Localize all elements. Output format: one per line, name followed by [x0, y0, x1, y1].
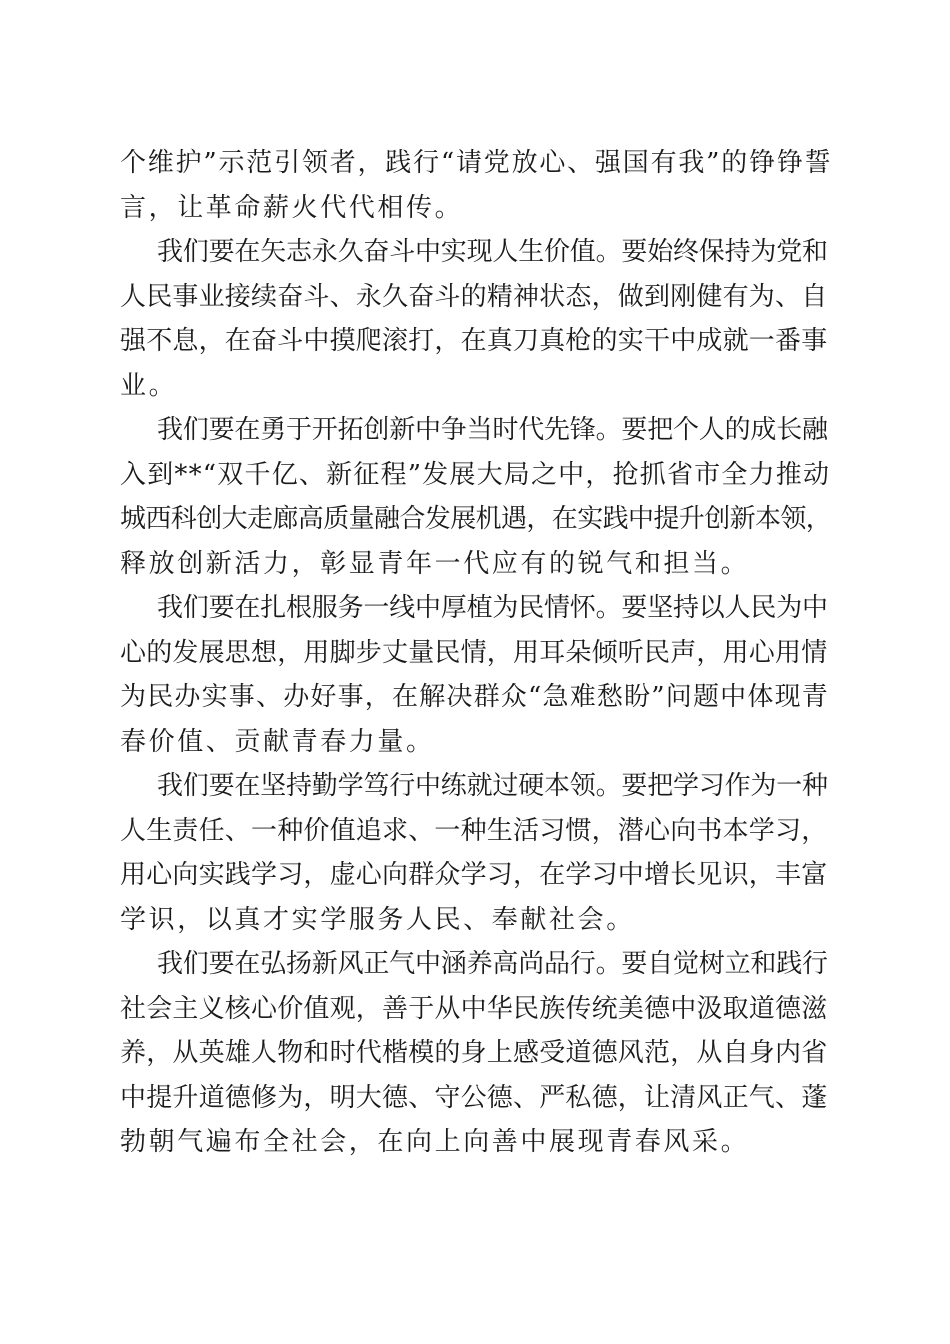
text-line: 我们要在扎根服务一线中厚植为民情怀。要坚持以人民为中: [157, 593, 828, 623]
text-line: 业。: [120, 370, 178, 401]
paragraph-service: [120, 586, 832, 764]
text-line: 释放创新活力，彰显青年一代应有的锐气和担当。: [120, 548, 750, 579]
text-line: 心的发展思想，用脚步丈量民情，用耳朵倾听民声，用心用情: [120, 637, 828, 668]
text-line: 学识，以真才实学服务人民、奉献社会。: [120, 904, 635, 935]
text-line: 中提升道德修为，明大德、守公德、严私德，让清风正气、蓬: [120, 1082, 828, 1113]
text-line: 言，让革命薪火代代相传。: [120, 192, 464, 223]
text-line: 人生责任、一种价值追求、一种生活习惯，潜心向书本学习，: [120, 815, 828, 846]
text-line: 个维护”示范引领者，践行“请党放心、强国有我”的铮铮誓: [120, 148, 833, 178]
paragraph-virtue: [120, 942, 832, 1165]
text-line: 强不息，在奋斗中摸爬滚打，在真刀真枪的实干中成就一番事: [120, 326, 828, 356]
text-line: 养，从英雄人物和时代楷模的身上感受道德风范，从自身内省: [120, 1038, 828, 1068]
text-line: 我们要在矢志永久奋斗中实现人生价值。要始终保持为党和: [157, 237, 828, 267]
text-line: 为民办实事、办好事，在解决群众“急难愁盼”问题中体现青: [120, 682, 829, 712]
paragraph-continuation: [120, 141, 832, 230]
paragraph-struggle: [120, 230, 832, 408]
text-line: 勃朝气遍布全社会，在向上向善中展现青春风采。: [120, 1127, 750, 1157]
text-line: 城西科创大走廊高质量融合发展机遇，在实践中提升创新本领，: [120, 504, 832, 534]
text-line: 社会主义核心价值观，善于从中华民族传统美德中汲取道德滋: [120, 993, 828, 1024]
text-line: 用心向实践学习，虚心向群众学习，在学习中增长见识，丰富: [120, 860, 828, 890]
text-line: 我们要在勇于开拓创新中争当时代先锋。要把个人的成长融: [157, 415, 828, 445]
body-text: [120, 141, 832, 1165]
text-line: 入到**“双千亿、新征程”发展大局之中，抢抓省市全力推动: [120, 459, 831, 490]
paragraph-innovation: [120, 408, 832, 586]
text-line: 人民事业接续奋斗、永久奋斗的精神状态，做到刚健有为、自: [120, 281, 828, 312]
text-line: 春价值、贡献青春力量。: [120, 726, 435, 757]
paragraph-learning: [120, 764, 832, 942]
text-line: 我们要在弘扬新风正气中涵养高尚品行。要自觉树立和践行: [157, 949, 828, 979]
text-line: 我们要在坚持勤学笃行中练就过硬本领。要把学习作为一种: [157, 771, 828, 801]
